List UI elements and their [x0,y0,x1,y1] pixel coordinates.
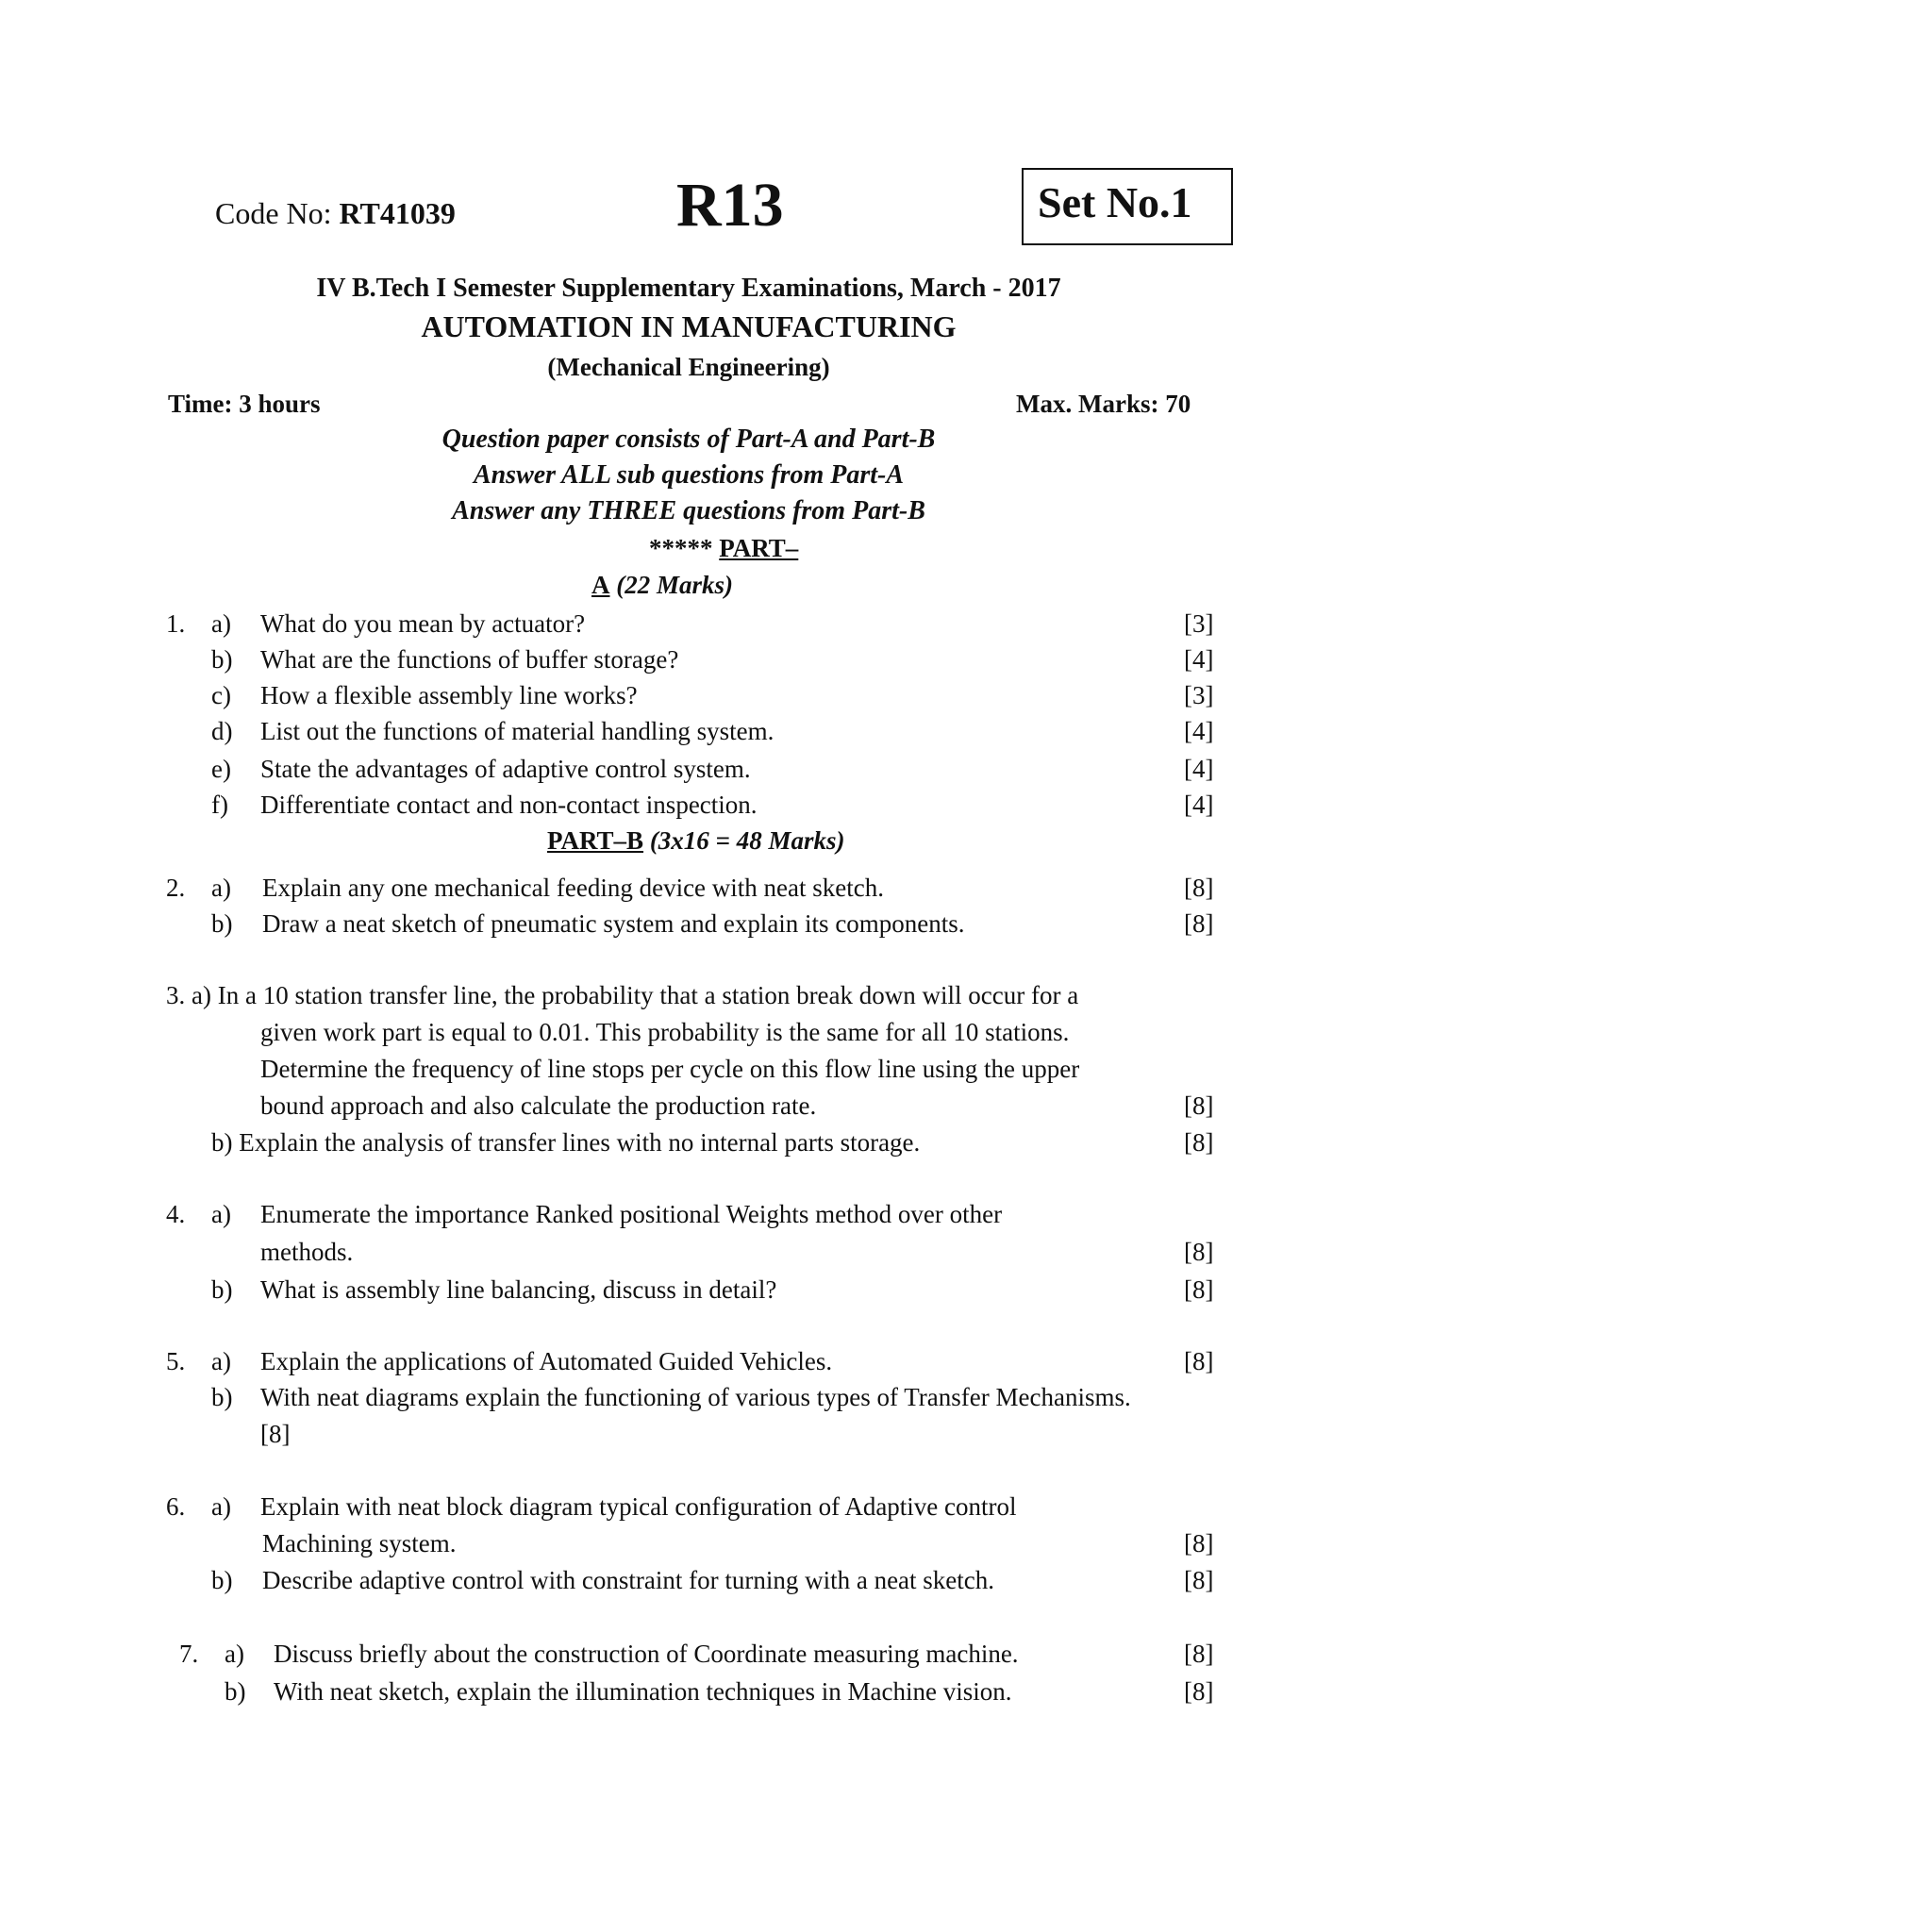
sub-label: c) [211,681,231,709]
sub-label: a) [211,1200,231,1228]
marks: [8] [1184,1566,1214,1594]
marks: [8] [1184,1091,1214,1120]
marks: [8] [1184,1640,1214,1668]
sub-label: b) [211,645,233,674]
instruction-line: Question paper consists of Part-A and Part-B [441,425,936,454]
sub-label: a) [225,1640,244,1668]
set-number: Set No.1 [1038,178,1192,226]
part-b-label: PART–B [547,826,644,855]
sub-question-text: What do you mean by actuator? [260,609,586,638]
part-a-marks: (22 Marks) [616,571,734,599]
marks: [8] [1184,874,1214,902]
part-b-marks: (3x16 = 48 Marks) [649,826,845,855]
question-text: bound approach and also calculate the production rate. [260,1091,817,1120]
marks: [8] [1184,1677,1214,1706]
question-number: 2. [166,874,186,902]
subject-title: AUTOMATION IN MANUFACTURING [421,309,957,343]
sub-question-text: Draw a neat sketch of pneumatic system and explain its components. [262,909,965,938]
question-number: 6. [166,1492,186,1521]
sub-question-text: How a flexible assembly line works? [260,681,638,709]
sub-question-text: Differentiate contact and non-contact inspection. [260,791,758,819]
sub-label: a) [211,874,231,902]
sub-question-text: With neat diagrams explain the functioning of various types of Transfer Mechanisms. [260,1383,1131,1411]
marks: [4] [1184,791,1214,819]
sub-question-text: Discuss briefly about the construction of Coordinate measuring machine. [274,1640,1019,1668]
marks: [8] [260,1420,291,1448]
sub-label: d) [211,717,233,745]
marks: [8] [1184,1347,1214,1375]
marks: [8] [1184,909,1214,938]
question-number: 1. [166,609,186,638]
marks: [3] [1184,681,1214,709]
sub-question-text: Explain the applications of Automated Guided Vehicles. [260,1347,833,1375]
sub-question-text: b) Explain the analysis of transfer lines with no internal parts storage. [211,1128,921,1157]
marks: [8] [1184,1128,1214,1157]
sub-question-text: methods. [260,1238,354,1266]
sub-question-text: Explain with neat block diagram typical configuration of Adaptive control [260,1492,1017,1521]
sub-question-text: Describe adaptive control with constraint for turning with a neat sketch. [262,1566,995,1594]
marks: [4] [1184,645,1214,674]
instruction-line: Answer any THREE questions from Part-B [452,496,925,525]
branch-name: (Mechanical Engineering) [547,353,830,381]
sub-question-text: List out the functions of material handling system. [260,717,774,745]
marks: [4] [1184,755,1214,783]
marks: [3] [1184,609,1214,638]
stars-separator: ***** [649,534,713,562]
sub-label: a) [211,609,231,638]
part-a-label: PART– [719,534,799,562]
sub-label: a) [211,1347,231,1375]
marks: [8] [1184,1529,1214,1557]
instruction-line: Answer ALL sub questions from Part-A [473,460,905,490]
max-marks: Max. Marks: 70 [1016,390,1191,418]
question-number: 7. [179,1640,199,1668]
sub-question-text: State the advantages of adaptive control system. [260,755,751,783]
question-number: 5. [166,1347,186,1375]
question-text: 3. a) In a 10 station transfer line, the probability that a station break down will occur for a [166,981,1079,1009]
question-number: 4. [166,1200,186,1228]
code-number: Code No: RT41039 [215,196,456,230]
sub-label: a) [211,1492,231,1521]
exam-time: Time: 3 hours [168,390,321,418]
sub-question-text: What is assembly line balancing, discuss in detail? [260,1275,777,1304]
code-value: RT41039 [339,196,456,230]
sub-label: b) [211,909,233,938]
sub-question-text: What are the functions of buffer storage? [260,645,679,674]
sub-label: b) [211,1383,233,1411]
sub-label: b) [211,1566,233,1594]
question-text: given work part is equal to 0.01. This probability is the same for all 10 stations. [260,1018,1070,1046]
part-a-heading-line1 [649,534,798,563]
sub-label: e) [211,755,231,783]
sub-question-text: With neat sketch, explain the illumination techniques in Machine vision. [274,1677,1012,1706]
sub-question-text: Enumerate the importance Ranked positional Weights method over other [260,1200,1003,1228]
marks: [8] [1184,1275,1214,1304]
part-b-heading [547,826,844,856]
marks: [4] [1184,717,1214,745]
question-text: Determine the frequency of line stops per cycle on this flow line using the upper [260,1055,1080,1083]
part-a-letter: A [591,571,610,599]
sub-label: b) [225,1677,246,1706]
exam-title: IV B.Tech I Semester Supplementary Examinations, March - 2017 [316,274,1061,303]
regulation-code: R13 [676,171,784,240]
part-a-heading-line2 [591,571,733,600]
marks: [8] [1184,1238,1214,1266]
sub-label: b) [211,1275,233,1304]
sub-question-text: Explain any one mechanical feeding device with neat sketch. [262,874,884,902]
sub-question-text: Machining system. [262,1529,457,1557]
sub-label: f) [211,791,228,819]
